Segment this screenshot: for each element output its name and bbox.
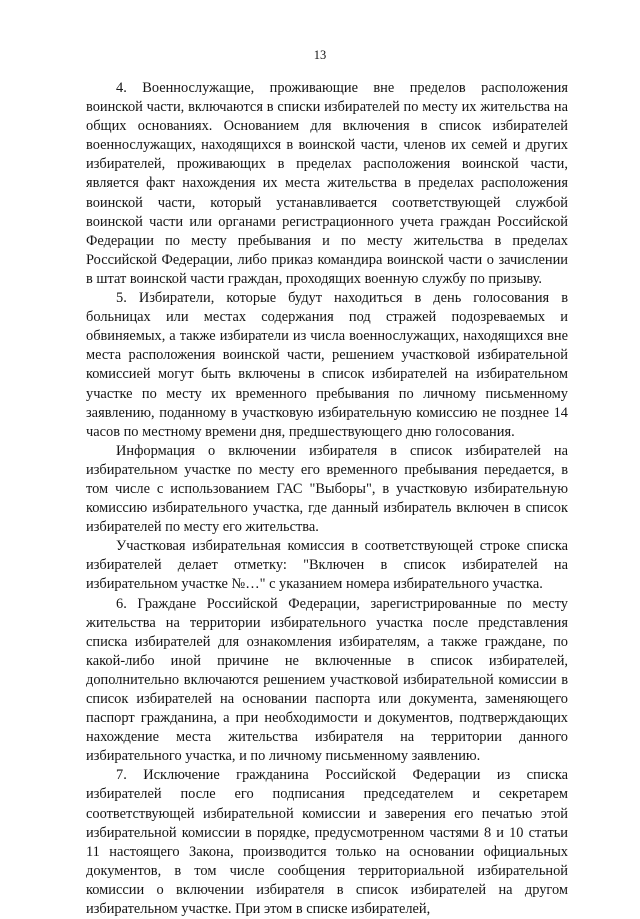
paragraph-item-4: 4. Военнослужащие, проживающие вне пределов расположения воинской части, включаются в списки избирателей по месту их жительства на общих основаниях. Основанием для включения в список избирателей военнослужащих, находящихся в воинской части, членов их семей и других избирателей, проживающих в пределах расположения воинской части, является факт нахождения их места жительства в пределах расположения воинской части, который устанавливается соответствующей службой воинской части или органами регистрационного учета граждан Российской Федерации по месту пребывания и по месту жительства в пределах Российской Федерации, либо приказ командира воинской части о зачислении в штат воинской части граждан, проходящих военную службу по призыву. bbox=[86, 80, 568, 287]
paragraph-item-5: 5. Избиратели, которые будут находиться в день голосования в больницах или местах содержания под стражей подозреваемых и обвиняемых, а также избиратели из числа военнослужащих, находящихся вне места расположения воинской части, решением участковой избирательной комиссией могут быть включены в список избирателей на избирательном участке по месту их временного пребывания по личному письменному заявлению, поданному в участковую избирательную комиссию не позднее 14 часов по местному времени дня, предшествующего дню голосования. bbox=[86, 290, 568, 440]
document-body bbox=[86, 79, 568, 919]
page-number: 13 bbox=[313, 48, 327, 62]
paragraph-information: Информация о включении избирателя в список избирателей на избирательном участке по месту его временного пребывания передается, в том числе с использованием ГАС "Выборы", в участковую избирательную комиссию избирательного участка, где данный избиратель включен в список избирателей по месту его жительства. bbox=[86, 442, 568, 536]
paragraph-item-6: 6. Граждане Российской Федерации, зарегистрированные по месту жительства на территории избирательного участка после представления списка избирателей для ознакомления избирателям, а также граждане, по какой-либо иной причине не включенные в список избирателей, дополнительно включаются решением участковой избирательной комиссии в список избирателей на основании паспорта или документа, заменяющего паспорт гражданина, а при необходимости и документов, подтверждающих нахождение места жительства избирателя на территории данного избирательного участка, и по личному письменному заявлению. bbox=[86, 595, 568, 765]
paragraph-item-7: 7. Исключение гражданина Российской Федерации из списка избирателей после его подписания председателем и секретарем соответствующей избирательной комиссии и заверения его печатью этой избирательной комиссии в порядке, предусмотренном частями 8 и 10 статьи 11 настоящего Закона, производится только на основании официальных документов, в том числе сообщения территориальной избирательной комиссии о включении избирателя в список избирателей на другом избирательном участке. При этом в списке избирателей, bbox=[86, 767, 568, 918]
paragraph-commission-mark: Участковая избирательная комиссия в соответствующей строке списка избирателей делает отметку: "Включен в список избирателей на избирательном участке №…" с указанием номера избирательного участка. bbox=[86, 538, 568, 593]
